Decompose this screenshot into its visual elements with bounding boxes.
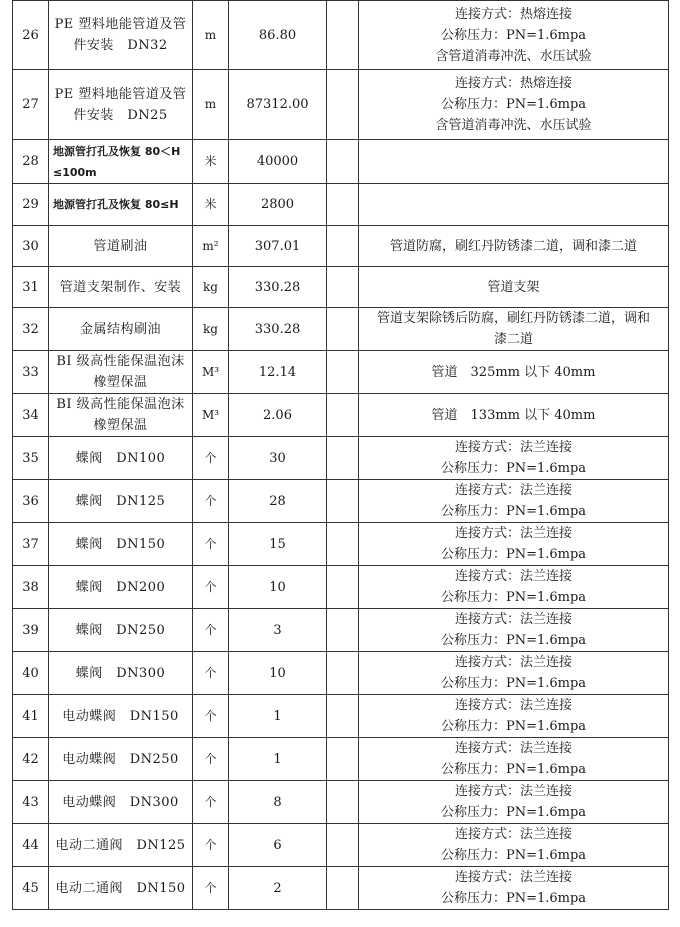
item-number-cell: 41 xyxy=(13,695,49,738)
unit-cell: 个 xyxy=(193,781,229,824)
item-number-cell: 30 xyxy=(13,226,49,267)
text-line: 含管道消毒冲洗、水压试验 xyxy=(435,48,592,64)
text-line: 公称压力：PN=1.6mpa xyxy=(440,27,587,43)
text-line: 公称压力：PN=1.6mpa xyxy=(440,891,587,906)
unit-cell: 个 xyxy=(193,480,229,523)
table-row xyxy=(13,184,669,226)
unit-cell: 米 xyxy=(193,184,229,226)
remark-cell xyxy=(359,437,669,480)
text-line: 连接方式：法兰连接 xyxy=(454,526,572,541)
quantity-cell: 30 xyxy=(229,437,327,480)
remark-cell xyxy=(359,140,669,184)
empty-cell xyxy=(327,867,359,910)
text-line: 漆二道 xyxy=(493,332,533,347)
unit-cell: m² xyxy=(193,226,229,267)
empty-cell xyxy=(327,781,359,824)
item-number-cell: 34 xyxy=(13,394,49,437)
table-body xyxy=(13,1,669,910)
item-name-cell xyxy=(49,351,193,394)
unit-cell: 个 xyxy=(193,695,229,738)
unit-cell: kg xyxy=(193,308,229,351)
empty-cell xyxy=(327,308,359,351)
remark-cell xyxy=(359,652,669,695)
remark-cell xyxy=(359,184,669,226)
item-name-cell xyxy=(49,824,193,867)
text-line: 连接方式：热熔连接 xyxy=(454,76,572,91)
text-line: 连接方式：法兰连接 xyxy=(454,612,572,627)
empty-cell xyxy=(327,351,359,394)
table-row xyxy=(13,824,669,867)
text-line: 公称压力：PN=1.6mpa xyxy=(440,719,587,734)
text-line: 管道防腐，刷红丹防锈漆二道，调和漆二道 xyxy=(389,238,637,254)
empty-cell xyxy=(327,824,359,867)
item-name-cell xyxy=(49,652,193,695)
quantity-cell: 2.06 xyxy=(229,394,327,437)
text-line: 公称压力：PN=1.6mpa xyxy=(440,547,587,562)
remark-cell xyxy=(359,226,669,267)
table-row xyxy=(13,351,669,394)
item-name-cell xyxy=(49,566,193,609)
empty-cell xyxy=(327,140,359,184)
text-line: 件安装 DN32 xyxy=(73,38,168,53)
text-line: BI 级高性能保温泡沫 xyxy=(56,354,185,369)
quantity-cell: 2 xyxy=(229,867,327,910)
text-line: 金属结构刷油 xyxy=(79,321,161,337)
quantity-cell: 8 xyxy=(229,781,327,824)
item-name-cell xyxy=(49,226,193,267)
text-line: 连接方式：法兰连接 xyxy=(454,698,572,713)
text-line: 电动二通阀 DN125 xyxy=(55,837,186,853)
remark-cell xyxy=(359,695,669,738)
item-number-cell: 45 xyxy=(13,867,49,910)
table-row xyxy=(13,267,669,308)
quantity-cell: 40000 xyxy=(229,140,327,184)
unit-cell: m xyxy=(193,1,229,70)
table-row xyxy=(13,781,669,824)
empty-cell xyxy=(327,184,359,226)
item-name-cell xyxy=(49,738,193,781)
item-number-cell: 42 xyxy=(13,738,49,781)
text-line: 连接方式：法兰连接 xyxy=(454,870,572,885)
table-row xyxy=(13,566,669,609)
text-line: 连接方式：法兰连接 xyxy=(454,569,572,584)
text-line: 电动二通阀 DN150 xyxy=(55,880,186,896)
table-row xyxy=(13,394,669,437)
item-name-cell xyxy=(49,523,193,566)
text-line: 公称压力：PN=1.6mpa xyxy=(440,676,587,691)
unit-cell: kg xyxy=(193,267,229,308)
unit-cell: M³ xyxy=(193,351,229,394)
text-line: PE 塑料地能管道及管 xyxy=(54,17,187,32)
item-number-cell: 27 xyxy=(13,70,49,140)
quantity-cell: 86.80 xyxy=(229,1,327,70)
remark-cell xyxy=(359,824,669,867)
table-row xyxy=(13,480,669,523)
text-line: 橡塑保温 xyxy=(93,418,148,433)
quantity-cell: 87312.00 xyxy=(229,70,327,140)
item-name-cell xyxy=(49,70,193,140)
text-line: 公称压力：PN=1.6mpa xyxy=(440,805,587,820)
table-row xyxy=(13,609,669,652)
item-name-cell xyxy=(49,437,193,480)
quantity-cell: 307.01 xyxy=(229,226,327,267)
remark-cell xyxy=(359,609,669,652)
empty-cell xyxy=(327,267,359,308)
item-number-cell: 38 xyxy=(13,566,49,609)
item-name-cell xyxy=(49,867,193,910)
table-row xyxy=(13,652,669,695)
item-number-cell: 39 xyxy=(13,609,49,652)
table-row xyxy=(13,140,669,184)
table-row xyxy=(13,70,669,140)
empty-cell xyxy=(327,437,359,480)
empty-cell xyxy=(327,652,359,695)
item-name-cell xyxy=(49,140,193,184)
text-line: 连接方式：法兰连接 xyxy=(454,827,572,842)
table-row xyxy=(13,308,669,351)
item-name-cell xyxy=(49,609,193,652)
text-line: 管道支架制作、安装 xyxy=(59,279,182,295)
item-number-cell: 29 xyxy=(13,184,49,226)
empty-cell xyxy=(327,523,359,566)
text-line: 连接方式：法兰连接 xyxy=(454,655,572,670)
empty-cell xyxy=(327,566,359,609)
remark-cell xyxy=(359,566,669,609)
quantity-cell: 330.28 xyxy=(229,308,327,351)
table-row xyxy=(13,695,669,738)
quantity-cell: 1 xyxy=(229,738,327,781)
item-name-cell xyxy=(49,308,193,351)
quantity-cell: 10 xyxy=(229,566,327,609)
text-line: 管道 325mm 以下 40mm xyxy=(431,364,596,380)
unit-cell: M³ xyxy=(193,394,229,437)
quantity-cell: 15 xyxy=(229,523,327,566)
text-line: 连接方式：法兰连接 xyxy=(454,784,572,799)
text-line: 管道刷油 xyxy=(93,238,148,254)
text-line: 连接方式：法兰连接 xyxy=(454,440,572,455)
unit-cell: 个 xyxy=(193,738,229,781)
unit-cell: m xyxy=(193,70,229,140)
table-row xyxy=(13,738,669,781)
unit-cell: 个 xyxy=(193,609,229,652)
text-line: 蝶阀 DN100 xyxy=(75,450,166,466)
quantity-cell: 12.14 xyxy=(229,351,327,394)
empty-cell xyxy=(327,738,359,781)
text-line: 橡塑保温 xyxy=(93,375,148,390)
unit-cell: 个 xyxy=(193,652,229,695)
text-line: 公称压力：PN=1.6mpa xyxy=(440,461,587,476)
item-number-cell: 31 xyxy=(13,267,49,308)
text-line: 蝶阀 DN250 xyxy=(75,622,166,638)
item-number-cell: 32 xyxy=(13,308,49,351)
empty-cell xyxy=(327,1,359,70)
text-line: 地源管打孔及恢复 80≤H xyxy=(53,198,179,211)
text-line: 蝶阀 DN125 xyxy=(75,493,166,509)
text-line: 电动蝶阀 DN150 xyxy=(62,708,179,724)
item-number-cell: 44 xyxy=(13,824,49,867)
bill-of-quantities-table xyxy=(12,0,669,910)
text-line: 含管道消毒冲洗、水压试验 xyxy=(435,118,592,133)
remark-cell xyxy=(359,1,669,70)
empty-cell xyxy=(327,480,359,523)
item-name-cell xyxy=(49,781,193,824)
text-line: PE 塑料地能管道及管 xyxy=(54,86,187,102)
item-number-cell: 37 xyxy=(13,523,49,566)
item-number-cell: 36 xyxy=(13,480,49,523)
quantity-cell: 330.28 xyxy=(229,267,327,308)
text-line: 公称压力：PN=1.6mpa xyxy=(440,504,587,519)
text-line: 蝶阀 DN300 xyxy=(75,665,166,681)
item-number-cell: 40 xyxy=(13,652,49,695)
text-line: 电动蝶阀 DN250 xyxy=(62,751,179,767)
remark-cell xyxy=(359,523,669,566)
quantity-cell: 2800 xyxy=(229,184,327,226)
table-row xyxy=(13,867,669,910)
quantity-cell: 28 xyxy=(229,480,327,523)
item-name-cell xyxy=(49,480,193,523)
text-line: 公称压力：PN=1.6mpa xyxy=(440,97,587,112)
empty-cell xyxy=(327,394,359,437)
text-line: ≤100m xyxy=(53,165,97,179)
text-line: 公称压力：PN=1.6mpa xyxy=(440,848,587,863)
quantity-cell: 1 xyxy=(229,695,327,738)
text-line: 地源管打孔及恢复 80＜H xyxy=(53,144,181,158)
quantity-cell: 6 xyxy=(229,824,327,867)
quantity-cell: 3 xyxy=(229,609,327,652)
bill-of-quantities-sheet xyxy=(12,0,668,910)
text-line: 管道支架 xyxy=(487,279,540,295)
text-line: 连接方式：法兰连接 xyxy=(454,741,572,756)
text-line: 公称压力：PN=1.6mpa xyxy=(440,590,587,605)
remark-cell xyxy=(359,351,669,394)
item-number-cell: 33 xyxy=(13,351,49,394)
remark-cell xyxy=(359,480,669,523)
text-line: 件安装 DN25 xyxy=(73,107,168,123)
text-line: 连接方式：热熔连接 xyxy=(454,6,572,22)
item-name-cell xyxy=(49,1,193,70)
empty-cell xyxy=(327,609,359,652)
empty-cell xyxy=(327,70,359,140)
table-row xyxy=(13,523,669,566)
table-row xyxy=(13,1,669,70)
unit-cell: 个 xyxy=(193,523,229,566)
empty-cell xyxy=(327,695,359,738)
remark-cell xyxy=(359,70,669,140)
table-row xyxy=(13,437,669,480)
text-line: 蝶阀 DN200 xyxy=(75,579,166,595)
text-line: 连接方式：法兰连接 xyxy=(454,483,572,498)
unit-cell: 米 xyxy=(193,140,229,184)
item-number-cell: 43 xyxy=(13,781,49,824)
item-number-cell: 35 xyxy=(13,437,49,480)
item-name-cell xyxy=(49,267,193,308)
text-line: BI 级高性能保温泡沫 xyxy=(56,397,185,412)
quantity-cell: 10 xyxy=(229,652,327,695)
text-line: 公称压力：PN=1.6mpa xyxy=(440,633,587,648)
text-line: 蝶阀 DN150 xyxy=(75,536,166,552)
remark-cell xyxy=(359,781,669,824)
item-name-cell xyxy=(49,184,193,226)
unit-cell: 个 xyxy=(193,437,229,480)
unit-cell: 个 xyxy=(193,824,229,867)
remark-cell xyxy=(359,394,669,437)
unit-cell: 个 xyxy=(193,867,229,910)
item-name-cell xyxy=(49,695,193,738)
remark-cell xyxy=(359,267,669,308)
remark-cell xyxy=(359,738,669,781)
item-number-cell: 26 xyxy=(13,1,49,70)
text-line: 管道支架除锈后防腐，刷红丹防锈漆二道，调和 xyxy=(376,311,650,326)
empty-cell xyxy=(327,226,359,267)
remark-cell xyxy=(359,308,669,351)
text-line: 管道 133mm 以下 40mm xyxy=(431,407,596,423)
unit-cell: 个 xyxy=(193,566,229,609)
text-line: 公称压力：PN=1.6mpa xyxy=(440,762,587,777)
item-number-cell: 28 xyxy=(13,140,49,184)
text-line: 电动蝶阀 DN300 xyxy=(62,794,179,810)
remark-cell xyxy=(359,867,669,910)
table-row xyxy=(13,226,669,267)
item-name-cell xyxy=(49,394,193,437)
